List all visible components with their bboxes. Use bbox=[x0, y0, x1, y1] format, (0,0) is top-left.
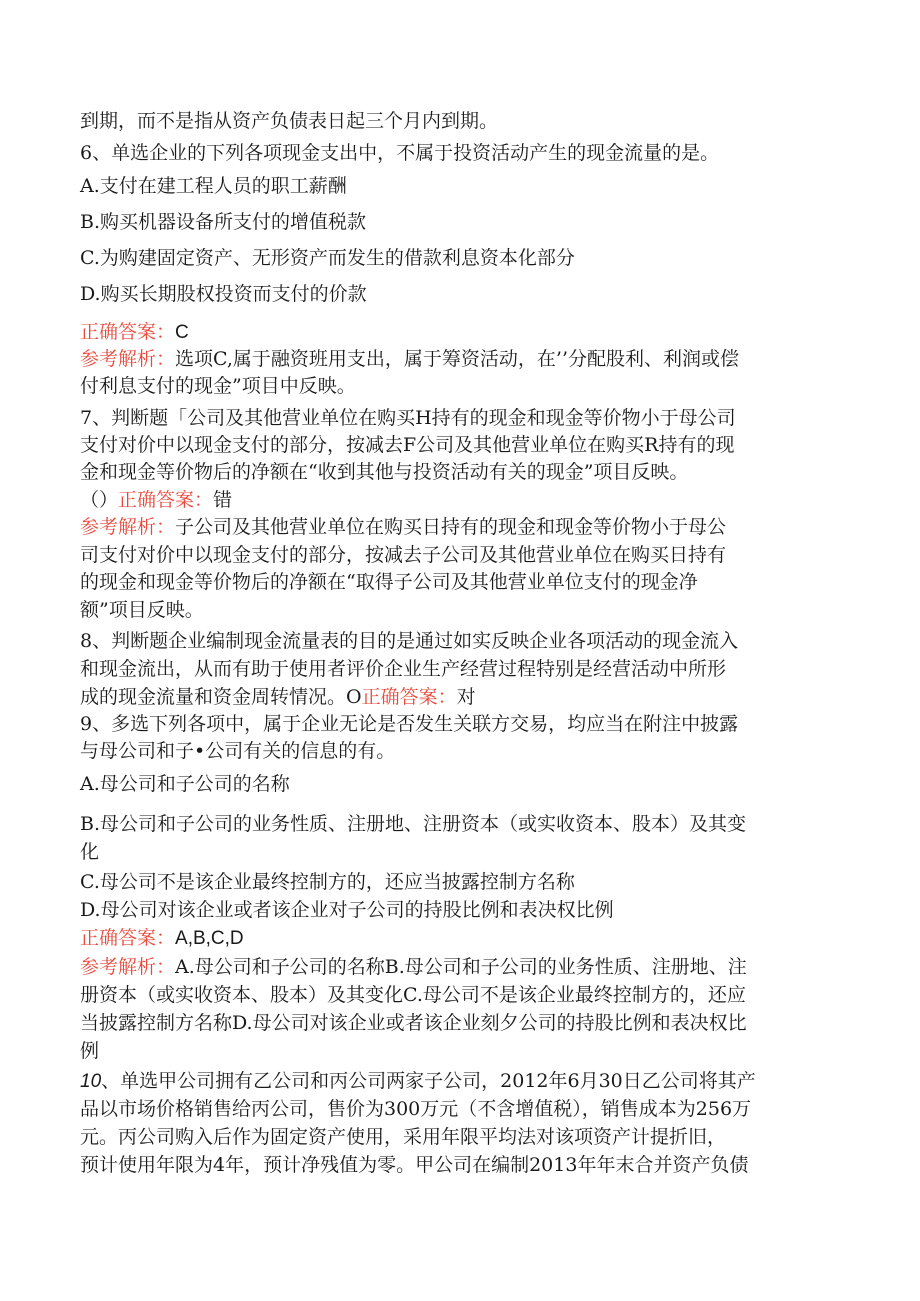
answer-label: 正确答案： bbox=[361, 686, 457, 708]
option-b: B.母公司和子公司的业务性质、注册地、注册资本（或实收资本、股本）及其变 bbox=[80, 813, 747, 835]
option-c: C.母公司不是该企业最终控制方的，还应当披露控制方名称 bbox=[80, 871, 575, 893]
question-9-stem: 9、多选下列各项中，属于企业无论是否发生关联方交易，均应当在附注中披露 bbox=[80, 713, 739, 735]
analysis-text: 选项C,属于融资班用支出，属于筹资活动，在’’分配股利、利润或偿 bbox=[175, 348, 739, 370]
text-line: 化 bbox=[80, 841, 100, 863]
text-line: 品以市场价格销售给丙公司，售价为300万元（不含增值税），销售成本为256万 bbox=[80, 1098, 752, 1120]
analysis-text: A.母公司和子公司的名称B.母公司和子公司的业务性质、注册地、注 bbox=[175, 956, 747, 978]
question-10-stem bbox=[80, 1068, 756, 1095]
answer-line bbox=[80, 684, 476, 710]
text-line: 例 bbox=[80, 1040, 100, 1062]
answer-line bbox=[80, 925, 244, 952]
question-number: 10 bbox=[80, 1071, 102, 1092]
answer-line bbox=[80, 487, 232, 513]
answer-value: 错 bbox=[213, 489, 233, 511]
text-line: 与母公司和子•公司有关的信息的有。 bbox=[80, 740, 396, 762]
text-line: 金和现金等价物后的净额在“收到其他与投资活动有关的现金”项目反映。 bbox=[80, 461, 689, 483]
text-line: 当披露控制方名称D.母公司对该企业或者该企业刻夕公司的持股比例和表决权比 bbox=[80, 1012, 747, 1034]
analysis-label: 参考解析： bbox=[80, 348, 176, 370]
text-line: 的现金和现金等价物后的净额在“取得子公司及其他营业单位支付的现金净 bbox=[80, 571, 698, 593]
option-b: B.购买机器设备所支付的增值税款 bbox=[80, 211, 367, 233]
analysis-line bbox=[80, 514, 726, 540]
analysis-label: 参考解析： bbox=[80, 956, 176, 978]
analysis-line bbox=[80, 954, 747, 980]
text-line: 到期，而不是指从资产负债表日起三个月内到期。 bbox=[80, 110, 499, 132]
analysis-label: 参考解析： bbox=[80, 516, 176, 538]
question-7-stem: 7、判断题「公司及其他营业单位在购买H持有的现金和现金等价物小于母公司 bbox=[80, 407, 736, 429]
text-line: 元。丙公司购入后作为固定资产使用，采用年限平均法对该项资产计提折旧， bbox=[80, 1126, 727, 1148]
text-line: 司支付对价中以现金支付的部分，按减去子公司及其他营业单位在购买日持有 bbox=[80, 544, 727, 566]
text-line: 付利息支付的现金”项目中反映。 bbox=[80, 375, 356, 397]
question-8-stem: 8、判断题企业编制现金流量表的目的是通过如实反映企业各项活动的现金流入 bbox=[80, 630, 739, 652]
text-line: 预计使用年限为4年，预计净残值为零。甲公司在编制2013年年末合并资产负债 bbox=[80, 1154, 749, 1176]
text-tail: 成的现金流量和资金周转情况。O bbox=[80, 686, 362, 708]
answer-value: A,B,C,D bbox=[175, 928, 244, 949]
answer-parentheses: （） bbox=[80, 489, 119, 511]
answer-value: 对 bbox=[456, 686, 476, 708]
option-a: A.母公司和子公司的名称 bbox=[80, 773, 290, 795]
option-c: C.为购建固定资产、无形资产而发生的借款利息资本化部分 bbox=[80, 247, 575, 269]
option-d: D.母公司对该企业或者该企业对子公司的持股比例和表决权比例 bbox=[80, 899, 614, 921]
text-line: 支付对价中以现金支付的部分，按减去F公司及其他营业单位在购买R持有的现 bbox=[80, 434, 735, 456]
answer-label: 正确答案： bbox=[80, 321, 176, 343]
answer-label: 正确答案： bbox=[80, 927, 176, 949]
text-line: 册资本（或实收资本、股本）及其变化C.母公司不是该企业最终控制方的，还应 bbox=[80, 984, 746, 1006]
answer-label: 正确答案： bbox=[118, 489, 214, 511]
analysis-text: 子公司及其他营业单位在购买日持有的现金和现金等价物小于母公 bbox=[175, 516, 727, 538]
question-text: 、单选甲公司拥有乙公司和丙公司两家子公司，2012年6月30日乙公司将其产 bbox=[101, 1070, 756, 1092]
analysis-line bbox=[80, 346, 739, 372]
text-line: 额”项目反映。 bbox=[80, 599, 204, 621]
answer-value: C bbox=[175, 322, 189, 343]
option-d: D.购买长期股权投资而支付的价款 bbox=[80, 283, 367, 305]
answer-line bbox=[80, 319, 189, 346]
question-6-stem: 6、单选企业的下列各项现金支出中，不属于投资活动产生的现金流量的是。 bbox=[80, 142, 720, 164]
text-line: 和现金流出，从而有助于使用者评价企业生产经营过程特别是经营活动中所形 bbox=[80, 658, 727, 680]
option-a: A.支付在建工程人员的职工薪酬 bbox=[80, 175, 347, 197]
